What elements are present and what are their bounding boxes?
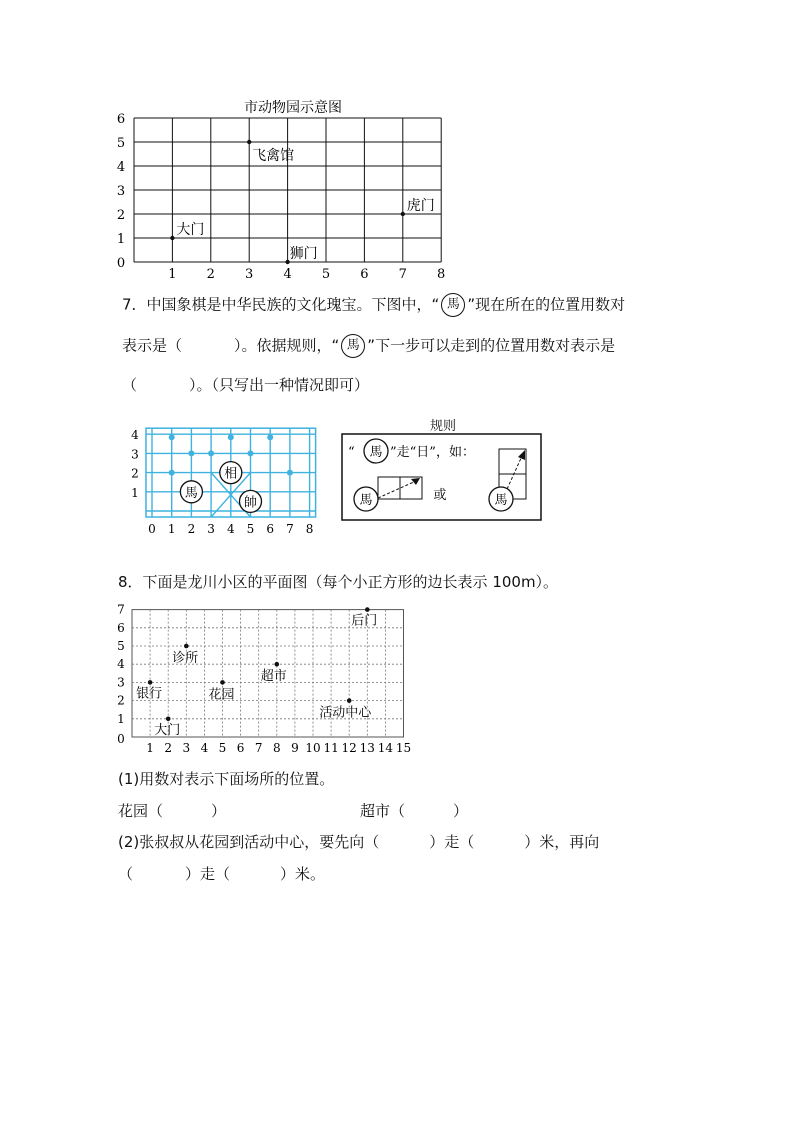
chess-piece-shuai-icon: 帥: [243, 495, 258, 511]
q8-point: [184, 644, 189, 649]
q8-x-tick: 9: [291, 741, 299, 755]
q8-title: 8．下面是龙川小区的平面图（每个小正方形的边长表示 100m）。: [118, 573, 559, 591]
rule-or: 或: [433, 488, 447, 503]
zoo-point-label: 飞禽馆: [252, 148, 295, 164]
chess-position-mark: [169, 434, 175, 440]
q8-x-tick: 15: [395, 741, 412, 755]
chess-x-tick: 3: [207, 522, 215, 536]
zoo-y-tick: 1: [116, 232, 126, 247]
q8-point-label: 大门: [154, 722, 181, 738]
q7-line3-b: ）。（只写出一种情况即可）: [189, 376, 370, 394]
q7-line1-a: 7．中国象棋是中华民族的文化瑰宝。下图中，“: [122, 295, 440, 314]
chess-x-tick: 7: [286, 522, 294, 536]
q7-line1: [122, 293, 625, 317]
zoo-y-tick: 0: [116, 256, 126, 271]
zoo-x-tick: 7: [398, 267, 407, 282]
zoo-y-tick: 3: [116, 184, 126, 199]
q8-sub2-line1: [118, 831, 599, 852]
q8-y-tick: 1: [117, 711, 125, 726]
chess-position-mark: [169, 470, 175, 476]
zoo-point-label: 狮门: [289, 246, 318, 262]
chess-board-diagram: [125, 418, 325, 540]
chess-position-mark: [228, 434, 234, 440]
q8-x-tick: 6: [236, 741, 245, 755]
ma-piece-icon: 馬: [341, 334, 365, 358]
chess-y-tick: 4: [131, 428, 139, 443]
chess-x-tick: 8: [305, 522, 314, 536]
zoo-x-tick: 6: [360, 267, 369, 282]
zoo-point: [247, 140, 251, 144]
zoo-x-tick: 8: [437, 267, 446, 282]
chess-position-mark: [188, 450, 194, 456]
q8-point-label: 活动中心: [319, 705, 372, 721]
chess-y-tick: 2: [131, 466, 139, 481]
q7-line2-c: ”下一步可以走到的位置用数对表示是: [367, 336, 616, 355]
sub2-d: （: [118, 865, 134, 883]
q8-x-tick: 10: [305, 741, 321, 755]
zoo-y-tick: 6: [116, 112, 126, 127]
q8-point-label: 后门: [351, 613, 378, 629]
q8-point-label: 诊所: [172, 651, 199, 666]
market-label: 超市（: [360, 802, 406, 820]
chess-position-mark: [267, 434, 273, 440]
chess-piece-ma-icon: 馬: [184, 485, 198, 501]
q8-point: [220, 680, 225, 685]
q8-x-tick: 14: [377, 741, 394, 755]
rule-box: [340, 432, 544, 524]
q8-point: [365, 607, 370, 612]
q8-garden-row: [118, 800, 226, 821]
q8-y-tick: 5: [117, 639, 125, 653]
chess-piece-xiang-icon: 相: [224, 466, 238, 482]
sub2-e: ）走（: [185, 865, 231, 883]
q8-x-tick: 8: [272, 741, 281, 755]
zoo-x-tick: 3: [245, 267, 254, 282]
q8-y-tick: 4: [117, 657, 125, 672]
q8-x-tick: 1: [146, 741, 154, 755]
q8-y-tick: 7: [117, 602, 125, 617]
q8-x-tick: 13: [359, 741, 375, 755]
zoo-point: [170, 236, 174, 240]
chess-position-mark: [287, 470, 293, 476]
zoo-point-label: 虎门: [406, 198, 435, 214]
q8-x-tick: 3: [182, 741, 191, 755]
zoo-x-tick: 1: [168, 267, 177, 282]
ma-piece-icon: 馬: [441, 293, 465, 317]
zoo-point: [401, 212, 405, 216]
chess-x-tick: 1: [167, 522, 176, 536]
zoo-point-label: 大门: [176, 222, 205, 238]
rule-title: 规则: [430, 419, 457, 434]
community-map-chart: [112, 600, 412, 758]
rule-example1-piece-icon: 馬: [359, 493, 373, 508]
q8-y-tick: 2: [117, 693, 125, 708]
zoo-x-tick: 5: [321, 267, 331, 282]
chess-x-tick: 4: [226, 522, 235, 536]
q8-point: [148, 680, 153, 685]
q8-y-tick: 3: [117, 675, 125, 690]
q8-point: [275, 662, 280, 667]
q8-x-tick: 4: [200, 741, 209, 755]
q7-line3: [122, 374, 369, 395]
chess-x-tick: 0: [148, 522, 156, 536]
rule-quote-open: “: [348, 445, 355, 460]
q8-point: [166, 717, 171, 722]
chess-position-mark: [248, 450, 254, 456]
rule-text: ”走“日”，如：: [390, 445, 475, 460]
zoo-y-tick: 2: [116, 208, 126, 223]
q7-line2-b: ）。依据规则，“: [234, 336, 340, 355]
q8-x-tick: 2: [164, 741, 173, 755]
q8-sub1: (1)用数对表示下面场所的位置。: [118, 770, 335, 788]
q8-point-label: 花园: [208, 687, 235, 703]
sub2-a: (2)张叔叔从花园到活动中心，要先向（: [118, 833, 380, 851]
zoo-x-tick: 4: [283, 267, 292, 282]
zoo-x-tick: 2: [206, 267, 215, 282]
chess-y-tick: 1: [131, 485, 139, 500]
q8-x-tick: 12: [341, 741, 357, 755]
zoo-map-chart: [110, 95, 470, 285]
zoo-map-title: 市动物园示意图: [244, 100, 342, 116]
q8-y-tick: 0: [117, 732, 125, 746]
q7-line2-a: 表示是（: [122, 336, 183, 355]
q7-line1-b: ”现在所在的位置用数对: [467, 295, 626, 314]
q8-point: [347, 698, 352, 703]
q7-line3-a: （: [122, 376, 138, 394]
garden-close: ）: [211, 802, 227, 820]
q8-x-tick: 7: [254, 741, 263, 755]
zoo-y-tick: 5: [116, 136, 126, 151]
chess-x-tick: 2: [187, 522, 196, 536]
rule-example2-piece-icon: 馬: [494, 493, 508, 508]
q8-x-tick: 5: [218, 741, 227, 755]
chess-x-tick: 5: [246, 522, 255, 536]
sub2-b: ）走（: [429, 833, 475, 851]
chess-x-tick: 6: [266, 522, 275, 536]
rule-piece-icon: 馬: [369, 445, 383, 460]
chess-y-tick: 3: [131, 447, 139, 462]
sub2-c: ）米，再向: [524, 833, 600, 851]
market-close: ）: [453, 802, 469, 820]
chess-position-mark: [208, 450, 214, 456]
q8-point-label: 超市: [260, 669, 287, 685]
q8-point-label: 银行: [136, 686, 163, 702]
sub2-f: ）米。: [280, 865, 326, 883]
q8-market-row: [360, 800, 468, 821]
q7-line2: [122, 334, 615, 358]
garden-label: 花园（: [118, 802, 164, 820]
q8-y-tick: 6: [117, 620, 125, 635]
q8-x-tick: 11: [323, 741, 339, 755]
zoo-y-tick: 4: [116, 160, 126, 175]
q8-sub2-line2: [118, 863, 325, 884]
